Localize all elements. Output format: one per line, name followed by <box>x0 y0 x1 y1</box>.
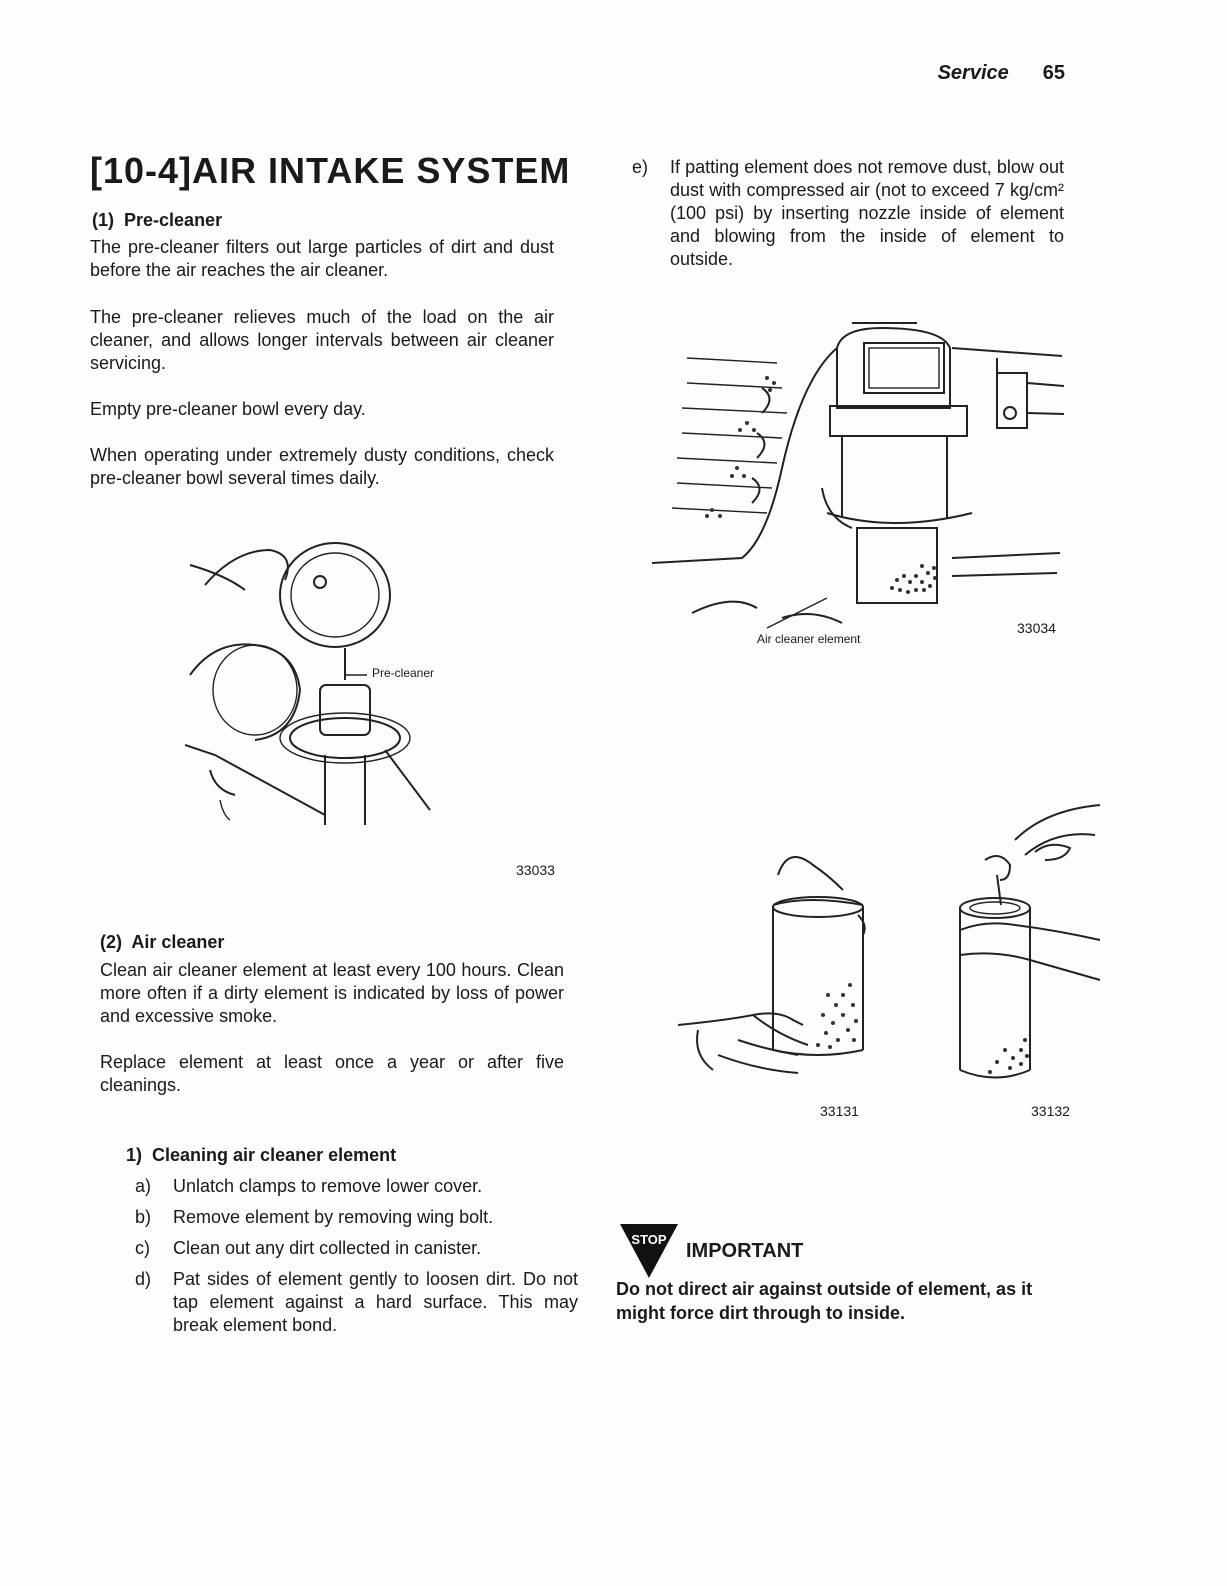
stop-warning-icon <box>618 1222 680 1280</box>
cleaning-heading-text: Cleaning air cleaner element <box>152 1145 397 1165</box>
pre-cleaner-para-2: The pre-cleaner relieves much of the load on the air cleaner, and allows longer intervals between air cleaner servicing. <box>90 307 554 373</box>
step-text: If patting element does not remove dust, blow out dust with compressed air (not to exceed 7 kg/cm² (100 psi) by inserting nozzle inside of element and blowing from the inside of element to outside. <box>670 157 1064 269</box>
air-cleaner-element-illustration <box>652 318 1067 633</box>
page-title: [10-4]AIR INTAKE SYSTEM <box>90 150 571 191</box>
pre-cleaner-illustration <box>185 540 465 830</box>
important-text: Do not direct air against outside of element, as it might force dirt through to inside. <box>616 1279 1033 1323</box>
step-text: Clean out any dirt collected in canister. <box>173 1238 482 1258</box>
step-text: Remove element by removing wing bolt. <box>173 1207 494 1227</box>
cleaning-heading-number: 1) <box>126 1145 143 1165</box>
figure-number-33132: 33132 <box>1031 1103 1070 1119</box>
page-number: 65 <box>1042 62 1065 84</box>
section-name: Service <box>937 62 1009 84</box>
cleaning-steps-list <box>135 1175 578 1345</box>
figure-number-33131: 33131 <box>820 1103 859 1119</box>
pre-cleaner-para-1: The pre-cleaner filters out large particles of dirt and dust before the air reaches the air cleaner. <box>90 237 554 280</box>
step-text: Pat sides of element gently to loosen dirt. Do not tap element against a hard surface. This may break element bond. <box>173 1269 578 1335</box>
air-cleaner-heading <box>100 932 224 953</box>
step-marker: b) <box>135 1207 152 1227</box>
figure-number-33034: 33034 <box>1017 620 1056 636</box>
cleaning-heading <box>126 1145 396 1166</box>
element-blowing-illustration <box>955 800 1105 1090</box>
important-heading: IMPORTANT <box>686 1240 804 1262</box>
figure-number-33033: 33033 <box>516 862 555 878</box>
pre-cleaner-para-4: When operating under extremely dusty conditions, check pre-cleaner bowl several times daily. <box>90 445 554 488</box>
pre-cleaner-heading <box>92 210 222 231</box>
step-marker: e) <box>632 157 649 177</box>
air-cleaner-para-1: Clean air cleaner element at least every 100 hours. Clean more often if a dirty element is indicated by loss of power and excessive smoke. <box>100 960 564 1026</box>
pre-cleaner-para-3: Empty pre-cleaner bowl every day. <box>90 399 366 419</box>
air-cleaner-heading-text: Air cleaner <box>131 932 225 952</box>
air-cleaner-heading-number: (2) <box>100 932 122 952</box>
air-cleaner-element-label: Air cleaner element <box>757 632 861 646</box>
step-marker: c) <box>135 1238 150 1258</box>
pre-cleaner-heading-number: (1) <box>92 210 114 230</box>
cleaning-step-e <box>632 156 1072 271</box>
pre-cleaner-label: Pre-cleaner <box>372 666 435 680</box>
step-text: Unlatch clamps to remove lower cover. <box>173 1176 483 1196</box>
element-patting-illustration <box>678 845 873 1085</box>
pre-cleaner-heading-text: Pre-cleaner <box>124 210 223 230</box>
step-marker: d) <box>135 1269 152 1289</box>
air-cleaner-para-2: Replace element at least once a year or after five cleanings. <box>100 1052 564 1095</box>
step-marker: a) <box>135 1176 152 1196</box>
stop-text: STOP <box>631 1232 667 1247</box>
page-header <box>938 62 1065 85</box>
